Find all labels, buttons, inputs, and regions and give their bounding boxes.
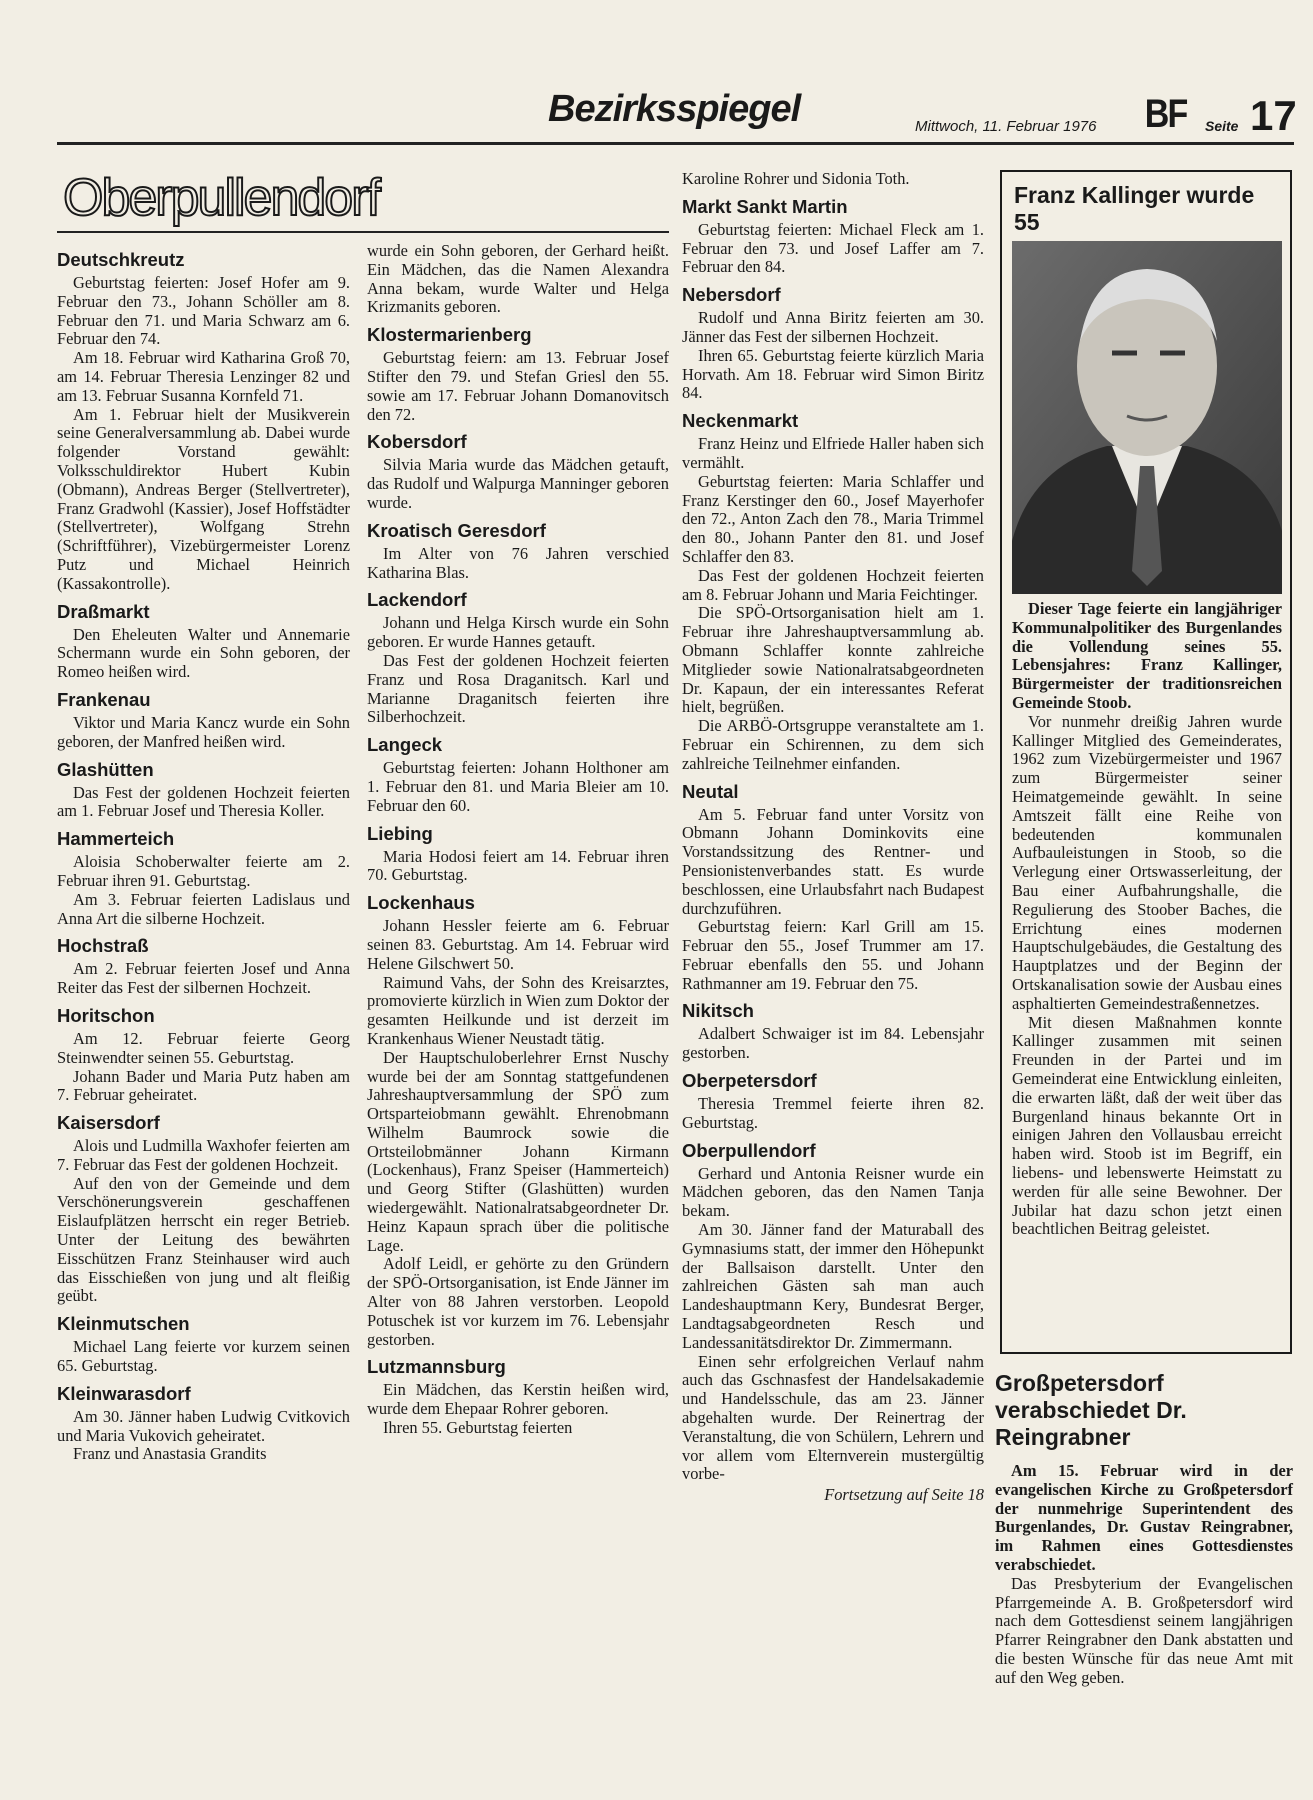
locality-heading: Nebersdorf bbox=[682, 284, 781, 306]
column-1 bbox=[57, 242, 350, 1464]
locality-heading: Lackendorf bbox=[367, 589, 467, 611]
news-paragraph: Das Fest der goldenen Hochzeit feierten Franz und Rosa Draganitsch. Karl und Marianne Draganitsch feierten ihre Silberhochzeit. bbox=[367, 650, 669, 727]
page-label: Seite bbox=[1205, 118, 1239, 134]
locality-heading: Glashütten bbox=[57, 758, 154, 780]
news-paragraph: Johann Bader und Maria Putz haben am 7. Februar geheiratet. bbox=[57, 1066, 350, 1105]
locality-heading: Nikitsch bbox=[682, 1000, 754, 1022]
news-paragraph: Gerhard und Antonia Reisner wurde ein Mädchen geboren, das den Namen Tanja bekam. bbox=[682, 1163, 984, 1221]
news-paragraph: Geburtstag feierten: Michael Fleck am 1. Februar den 73. und Josef Laffer am 7. Februar den 84. bbox=[682, 219, 984, 277]
article2-text bbox=[995, 1462, 1293, 1688]
news-paragraph: Das Fest der goldenen Hochzeit feierten am 8. Februar Johann und Maria Feichtinger. bbox=[682, 565, 984, 604]
page-number: 17 bbox=[1250, 92, 1297, 139]
news-paragraph: Maria Hodosi feiert am 14. Februar ihren 70. Geburtstag. bbox=[367, 846, 669, 885]
locality-heading: Neutal bbox=[682, 780, 739, 802]
news-paragraph: Am 30. Jänner haben Ludwig Cvitkovich und Maria Vukovich geheiratet. bbox=[57, 1406, 350, 1445]
news-paragraph: Das Fest der goldenen Hochzeit feierten am 1. Februar Josef und Theresia Koller. bbox=[57, 782, 350, 821]
newspaper-logo: BF bbox=[1144, 92, 1187, 136]
news-paragraph: Karoline Rohrer und Sidonia Toth. bbox=[682, 169, 910, 188]
header-rule bbox=[57, 142, 1294, 145]
box-article-title: Franz Kallinger wurde 55 bbox=[1014, 182, 1255, 235]
locality-heading: Oberpullendorf bbox=[682, 1139, 816, 1161]
news-paragraph: Raimund Vahs, der Sohn des Kreisarztes, promovierte kürzlich in Wien zum Doktor der gesamten Heilkunde und ist derzeit im Krankenhaus Wiener Neustadt tätig. bbox=[367, 972, 669, 1048]
locality-heading: Deutschkreutz bbox=[57, 249, 185, 270]
news-paragraph: Ein Mädchen, das Kerstin heißen wird, wurde dem Ehepaar Rohrer geboren. bbox=[367, 1380, 669, 1419]
locality-heading: Kleinmutschen bbox=[57, 1313, 190, 1335]
photo-caption: Dieser Tage feierte ein langjähriger Kommunalpolitiker des Burgenlandes die Vollendung seines 55. Lebensjahres: Franz Kallinger, Bürgermeister der traditionsreichen Gemeinde Stoob. bbox=[1012, 599, 1282, 712]
continuation-note: Fortsetzung auf Seite 18 bbox=[824, 1485, 984, 1505]
news-paragraph: Am 1. Februar hielt der Musikverein seine Generalversammlung ab. Dabei wurde folgender Vorstand gewählt: Volksschuldirektor Hubert Kubin (Obmann), Andreas Berger (Stellvertreter), Franz Gradwohl (Kassier), Josef Hoffstädter (Stellvertreter), Wolfgang Strehn (Schriftführer), Vizebürgermeister Lorenz Putz und Michael Heinrich (Kassakontrolle). bbox=[57, 404, 350, 593]
locality-heading: Kleinwarasdorf bbox=[57, 1382, 191, 1404]
locality-heading: Draßmarkt bbox=[57, 600, 150, 622]
locality-heading: Hammerteich bbox=[57, 828, 175, 850]
issue-date: Mittwoch, 11. Februar 1976 bbox=[915, 118, 1097, 135]
article2-body: Das Presbyterium der Evangelischen Pfarrgemeinde A. B. Großpetersdorf wird nach dem Gottesdienst seinem langjährigen Pfarrer Reingrabner den Dank abstatten und die besten Wünsche für das neue Amt mit auf den Weg geben. bbox=[995, 1573, 1293, 1687]
locality-heading: Markt Sankt Martin bbox=[682, 195, 848, 217]
news-paragraph: Franz Heinz und Elfriede Haller haben sich vermählt. bbox=[682, 434, 984, 472]
news-paragraph: Franz und Anastasia Grandits bbox=[73, 1444, 267, 1464]
column-2 bbox=[367, 242, 669, 1438]
news-paragraph: Geburtstag feierten: Josef Hofer am 9. Februar den 73., Johann Schöller am 8. Februar den 71. und Maria Schwarz am 6. Februar den 74. bbox=[57, 273, 350, 349]
locality-heading: Liebing bbox=[367, 822, 433, 844]
news-paragraph: Am 3. Februar feierten Ladislaus und Anna Art die silberne Hochzeit. bbox=[57, 889, 350, 928]
article2-title: Großpetersdorf verabschiedet Dr. Reingrabner bbox=[995, 1370, 1187, 1450]
locality-heading: Hochstraß bbox=[57, 935, 149, 957]
news-paragraph: Die ARBÖ-Ortsgruppe veranstaltete am 1. Februar ein Schirennen, zu dem sich zahlreiche Teilnehmer einfanden. bbox=[682, 716, 984, 773]
locality-heading: Klostermarienberg bbox=[367, 324, 532, 346]
paragraph: Vor nunmehr dreißig Jahren wurde Kallinger Mitglied des Gemeinderates, 1962 zum Vizebürgermeister und 1967 zum Bürgermeister seiner Heimatgemeinde gewählt. In seine Amtszeit fällt eine Reihe von bedeutenden kommunalen Aufbauleistungen in Stoob, so die Verlegung einer Ortswasserleitung, der Bau einer Aufbahrungshalle, die Regulierung des Stoober Baches, die Errichtung eines modernen Hauptschulgebäudes, die Gestaltung des Hauptplatzes und der Beginn der Ortskanalisation sowie der Ausbau eines asphaltierten Gemeindestraßennetzes. bbox=[1012, 711, 1282, 1013]
news-paragraph: Auf den von der Gemeinde und dem Verschönerungsverein geschaffenen Eislaufplätzen herrscht ein reger Betrieb. Unter der Leitung des bewährten Eisschützen Franz Steinhauser wird auch das Eisschießen von jung und alt fleißig geübt. bbox=[57, 1173, 350, 1306]
section-title: Oberpullendorf bbox=[63, 169, 379, 227]
box-article-text bbox=[1012, 600, 1282, 1239]
section-rule bbox=[57, 231, 669, 233]
news-paragraph: Geburtstag feierten: Johann Holthoner am 1. Februar den 81. und Maria Bleier am 10. Februar den 60. bbox=[367, 758, 669, 815]
news-paragraph: Die SPÖ-Ortsorganisation hielt am 1. Februar ihre Jahreshauptversammlung ab. Obmann Schlaffer konnte zahlreiche Mitglieder sowie Nationalratsabgeordneten Dr. Kapaun, der ein interessantes Referat hielt, begrüßen. bbox=[682, 603, 984, 717]
news-paragraph: Adalbert Schwaiger ist im 84. Lebensjahr gestorben. bbox=[682, 1024, 984, 1063]
news-paragraph: Geburtstag feiern: Karl Grill am 15. Februar den 55., Josef Trummer am 17. Februar ebenfalls den 55. und Johann Rathmanner am 19. Februar den 75. bbox=[682, 917, 984, 993]
news-paragraph: Rudolf und Anna Biritz feierten am 30. Jänner das Fest der silbernen Hochzeit. bbox=[682, 308, 984, 346]
news-paragraph: Johann Hessler feierte am 6. Februar seinen 83. Geburtstag. Am 14. Februar wird Helene Gilschwert 50. bbox=[367, 916, 669, 973]
news-paragraph: Am 5. Februar fand unter Vorsitz von Obmann Johann Dominkovits eine Vorstandssitzung des Rentner- und Pensionistenverbandes statt. Es wurde beschlossen, eine Urlaubsfahrt nach Budapest durchzuführen. bbox=[682, 804, 984, 918]
news-paragraph: Im Alter von 76 Jahren verschied Katharina Blas. bbox=[367, 543, 669, 582]
news-paragraph: Einen sehr erfolgreichen Verlauf nahm auch das Gschnasfest der Handelsakademie und Handelsschule, das am 23. Jänner abgehalten wurde. Der Reinertrag der Veranstaltung, die von Schülern, Lehrern und vor allem vom Elternverein mustergültig vorbe- bbox=[682, 1351, 984, 1484]
locality-heading: Neckenmarkt bbox=[682, 410, 799, 432]
news-paragraph: Aloisia Schoberwalter feierte am 2. Februar ihren 91. Geburtstag. bbox=[57, 852, 350, 890]
news-paragraph: Geburtstag feierten: Maria Schlaffer und Franz Kerstinger den 60., Josef Mayerhofer den 72., Anton Zach den 78., Maria Trimmel den 80., Johann Panter den 81. und Josef Schlaffer den 83. bbox=[682, 471, 984, 566]
locality-heading: Frankenau bbox=[57, 688, 151, 710]
column-3 bbox=[682, 170, 984, 1505]
news-paragraph: Am 12. Februar feierte Georg Steinwendter seinen 55. Geburtstag. bbox=[57, 1028, 350, 1067]
locality-heading: Lockenhaus bbox=[367, 892, 475, 914]
article2-lead: Am 15. Februar wird in der evangelischen Kirche zu Großpetersdorf der nunmehrige Superintendent des Burgenlandes, Dr. Gustav Reingrabner, im Rahmen eines Gottesdienstes verabschiedet. bbox=[995, 1461, 1293, 1574]
news-paragraph: Alois und Ludmilla Waxhofer feierten am 7. Februar das Fest der goldenen Hochzeit. bbox=[57, 1136, 350, 1174]
locality-heading: Oberpetersdorf bbox=[682, 1070, 817, 1092]
news-paragraph: Silvia Maria wurde das Mädchen getauft, das Rudolf und Walpurga Manninger geboren wurde. bbox=[367, 455, 669, 512]
news-paragraph: Geburtstag feiern: am 13. Februar Josef Stifter den 79. und Stefan Griesl den 55. sowie am 17. Februar Johann Domanovitsch den 72. bbox=[367, 348, 669, 424]
locality-heading: Horitschon bbox=[57, 1004, 155, 1026]
locality-heading: Langeck bbox=[367, 734, 443, 756]
news-paragraph: Adolf Leidl, er gehörte zu den Gründern der SPÖ-Ortsorganisation, ist Ende Jänner im Alter von 88 Jahren verstorben. Leopold Potuschek ist vor kurzem im 76. Lebensjahr gestorben. bbox=[367, 1254, 669, 1349]
news-paragraph: Ihren 65. Geburtstag feierte kürzlich Maria Horvath. Am 18. Februar wird Simon Biritz 84. bbox=[682, 345, 984, 403]
paragraph: Mit diesen Maßnahmen konnte Kallinger zusammen mit seinen Freunden in der Partei und im Gemeinderat eine Entwicklung einleiten, die erwarten läßt, daß der weit über das Burgenland hinaus bekannte Ort in einigen Jahren den Vollausbau erreicht haben wird. Stoob ist im Begriff, ein liebens- und lebenswerte Heimstatt zu werden für alle seine Bewohner. Der Jubilar hat dazu schon jetzt einen beachtlichen Beitrag geleistet. bbox=[1012, 1012, 1282, 1239]
news-paragraph: Der Hauptschuloberlehrer Ernst Nuschy wurde bei der am Sonntag stattgefundenen Jahreshauptversammlung der SPÖ zum Ortsparteiobmann gewählt. Ehrenobmann Wilhelm Baumrock sowie die Ortsteilobmänner Johann Kirmann (Lockenhaus), Franz Speiser (Hammerteich) und Georg Stifter (Glashütten) wurden wiedergewählt. Nationalratsabgeordneter Dr. Heinz Kapaun sprach über die politische Lage. bbox=[367, 1047, 669, 1255]
locality-heading: Lutzmannsburg bbox=[367, 1356, 506, 1378]
news-paragraph: wurde ein Sohn geboren, der Gerhard heißt. Ein Mädchen, das die Namen Alexandra Anna bekam, wurde Walter und Helga Krizmanits geboren. bbox=[367, 241, 669, 317]
news-paragraph: Den Eheleuten Walter und Annemarie Schermann wurde ein Sohn geboren, der Romeo heißen wird. bbox=[57, 624, 350, 682]
news-paragraph: Am 30. Jänner fand der Maturaball des Gymnasiums statt, der immer den Höhepunkt der Ballsaison darstellt. Unter den zahlreichen Gästen sah man auch Landeshauptmann Kery, Bundesrat Berger, Landtagsabgeordneten Resch und Landessanitätsdirektor Dr. Zimmermann. bbox=[682, 1220, 984, 1352]
news-paragraph: Theresia Tremmel feierte ihren 82. Geburtstag. bbox=[682, 1094, 984, 1132]
portrait-photo bbox=[1012, 241, 1282, 594]
news-paragraph: Viktor und Maria Kancz wurde ein Sohn geboren, der Manfred heißen wird. bbox=[57, 712, 350, 751]
news-paragraph: Am 2. Februar feierten Josef und Anna Reiter das Fest der silbernen Hochzeit. bbox=[57, 959, 350, 998]
news-paragraph: Michael Lang feierte vor kurzem seinen 65. Geburtstag. bbox=[57, 1337, 350, 1376]
news-paragraph: Johann und Helga Kirsch wurde ein Sohn geboren. Er wurde Hannes getauft. bbox=[367, 613, 669, 652]
locality-heading: Kroatisch Geresdorf bbox=[367, 519, 546, 541]
news-paragraph: Ihren 55. Geburtstag feierten bbox=[383, 1418, 573, 1438]
section-name: Bezirksspiegel bbox=[548, 88, 801, 130]
locality-heading: Kobersdorf bbox=[367, 431, 467, 453]
news-paragraph: Am 18. Februar wird Katharina Groß 70, am 14. Februar Theresia Lenzinger 82 und am 13. Februar Susanna Kornfeld 71. bbox=[57, 348, 350, 405]
locality-heading: Kaisersdorf bbox=[57, 1112, 160, 1134]
